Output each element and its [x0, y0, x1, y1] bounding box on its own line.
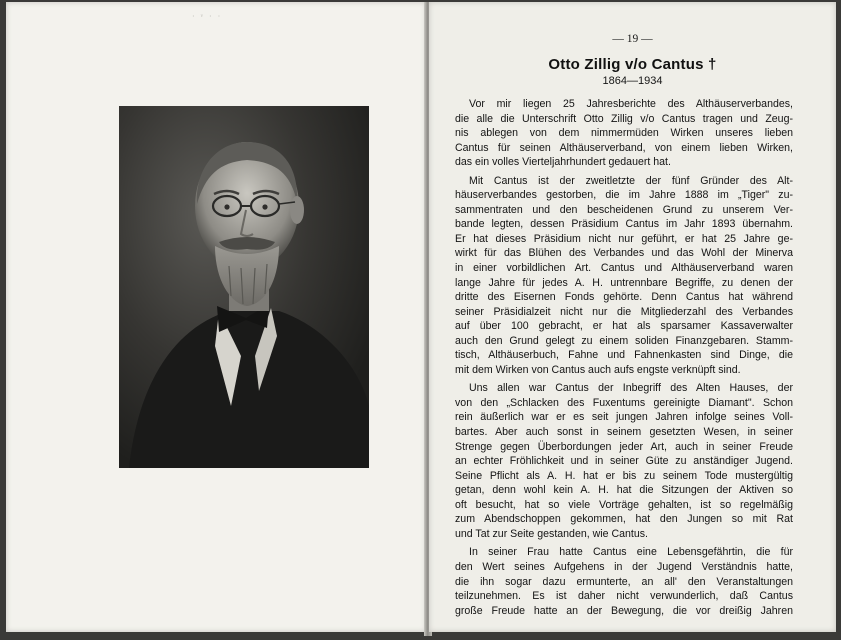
text-line: rein äußerlich war er es seit jungen Jahren infolge seines Voll-: [455, 411, 793, 424]
obituary-heading: Otto Zillig v/o Cantus †: [548, 56, 717, 73]
text-line: oft besucht, hat so viele Vorträge gehalten, ist so regelmäßig: [455, 498, 793, 511]
text-line: Strenge gegen Überbordungen jeder Art, auch in seiner Freude: [455, 440, 793, 453]
book-spread: [6, 2, 838, 636]
text-line: Vor mir liegen 25 Jahresberichte des Althäuserverbandes,: [469, 98, 793, 110]
text-line: an echter Fröhlichkeit und in seiner Güte zu anständiger Jugend.: [455, 455, 793, 468]
portrait-photo: [119, 106, 369, 468]
text-line: tisch, Althäuserbuch, Fahne und Fahnenkasten sind Dinge, die: [455, 349, 793, 362]
text-line: auch den Grund gelegt zu einem soliden Finanzgebaren. Stamm-: [455, 334, 793, 347]
text-line: nis ablegen von dem nimmermüden Wirken unseres lieben: [455, 127, 793, 140]
text-line: teilzunehmen. Es ist daher nicht verwunderlich, daß Cantus: [455, 590, 793, 603]
text-line: große Freude hatte an der Bewegung, die vor dreißig Jahren: [455, 604, 793, 617]
text-line: dritte des Eisernen Fonds gehörte. Denn Cantus hat während: [455, 291, 793, 304]
text-line: die alle die Unterschrift Otto Zillig v/o Cantus tragen und Zeug-: [455, 112, 793, 125]
text-line: von den „Schlacken des Fuxentums gereinigte Diamant". Schon: [455, 396, 793, 409]
text-line: und Tat zur Seite gestanden, wie Cantus.: [455, 527, 648, 540]
portrait-photo-icon: [119, 106, 369, 468]
text-line: Er hat dieses Präsidium nicht nur geführt, er hat 25 Jahre ge-: [455, 232, 793, 245]
text-line: häuserverbandes gestorben, die im Jahre 1888 im „Tiger" zu-: [455, 189, 793, 202]
text-line: bartes. Aber auch sonst in seinem gesetzten Wesen, in seiner: [455, 426, 793, 439]
text-line: das ein volles Vierteljahrhundert gedauert hat.: [455, 156, 671, 169]
obituary-body: [455, 97, 793, 618]
text-line: sammentraten und den bescheidenen Grund zu unserem Ver-: [455, 203, 793, 216]
text-line: bande legten, dessen Präsidium Cantus im Jahr 1893 übernahm.: [455, 218, 793, 231]
text-line: seiner Präsidialzeit nicht nur die Mitgliederzahl des Verbandes: [455, 305, 793, 318]
left-page: [6, 2, 426, 632]
text-line: lange Jahre für jedes A. H. untrennbare Begriffe, zu denen der: [455, 276, 793, 289]
text-line: wirkt für das Blühen des Verbandes und das Wohl der Minerva: [455, 247, 793, 260]
text-line: zum Abendschoppen gekommen, hat den Jungen so mit Rat: [455, 513, 793, 526]
text-line: auf über 100 gebracht, er hat als sparsamer Kassaverwalter: [455, 320, 793, 333]
text-line: Mit Cantus ist der zweitletzte der fünf Gründer des Alt-: [469, 174, 793, 187]
text-line: Cantus für seinen Althäuserverband, von einem lieben Wirken,: [455, 141, 793, 154]
stray-marks: · ᵛ · ·: [192, 12, 223, 21]
text-line: getan, denn wohl kein A. H. hat die Sitzungen der Aktiven so: [455, 484, 793, 497]
text-line: mit dem Wirken von Cantus auch aufs engste verknüpft sind.: [455, 363, 741, 376]
right-page: [429, 2, 836, 632]
text-line: Uns allen war Cantus der Inbegriff des Alten Hauses, der: [469, 382, 793, 395]
page-number: — 19 —: [612, 33, 653, 45]
text-line: Seine Pflicht als A. H. hat er bis zu seinem Tode mustergültig: [455, 469, 793, 482]
text-line: in einer vorbildlichen Art. Cantus und Althäuserverband waren: [455, 262, 793, 275]
text-line: den Wert seines Aufgehens in der Jugend Verständnis hatte,: [455, 560, 793, 573]
text-line: die ihn sogar dazu ermunterte, an all' den Veranstaltungen: [455, 575, 793, 588]
life-years: 1864—1934: [602, 75, 663, 87]
text-line: In seiner Frau hatte Cantus eine Lebensgefährtin, die für: [469, 546, 793, 559]
